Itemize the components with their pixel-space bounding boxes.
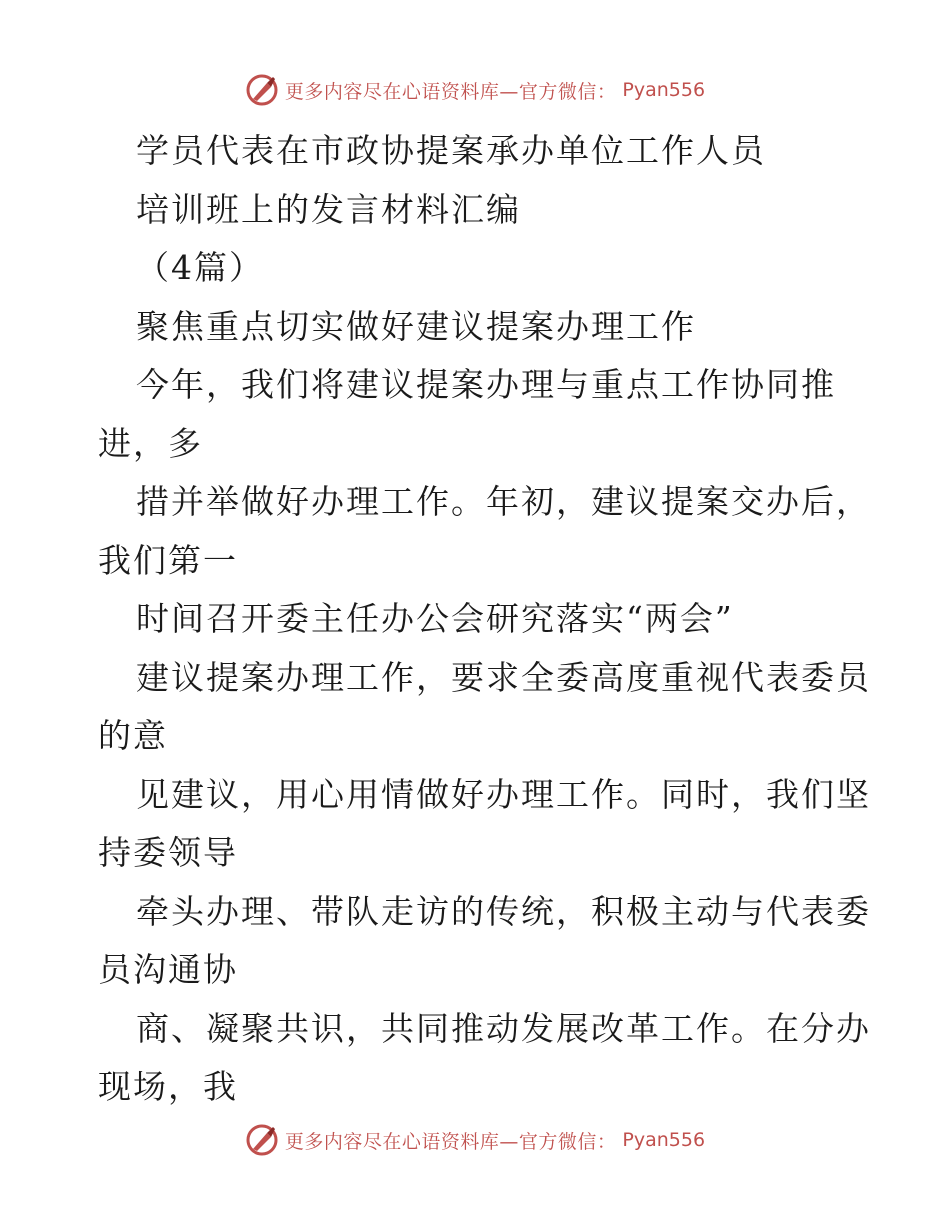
watermark-text: 更多内容尽在心语资料库—官方微信： bbox=[284, 80, 617, 103]
text-line: 培训班上的发言材料汇编 bbox=[136, 189, 521, 229]
document-body bbox=[98, 122, 871, 1117]
text-line: 建议提案办理工作，要求全委高度重视代表委员 bbox=[136, 657, 871, 697]
text-line: 的意 bbox=[98, 716, 168, 755]
text-line: 进，多 bbox=[98, 423, 203, 463]
header-watermark bbox=[0, 70, 950, 110]
text-line: 时间召开委主任办公会研究落实“两会” bbox=[136, 599, 734, 638]
watermark-id: Pyan556 bbox=[622, 79, 706, 101]
text-line: 学员代表在市政协提案承办单位工作人员 bbox=[136, 131, 766, 170]
watermark-text: 更多内容尽在心语资料库—官方微信： bbox=[284, 1130, 617, 1153]
watermark-id: Pyan556 bbox=[622, 1129, 706, 1151]
text-line: 我们第一 bbox=[98, 540, 238, 580]
text-line: 今年，我们将建议提案办理与重点工作协同推 bbox=[136, 365, 836, 404]
text-line: 持委领导 bbox=[98, 833, 238, 872]
text-line: 牵头办理、带队走访的传统，积极主动与代表委 bbox=[136, 891, 871, 931]
text-line: 见建议，用心用情做好办理工作。同时，我们坚 bbox=[136, 774, 871, 814]
text-line: 现场，我 bbox=[98, 1067, 238, 1106]
footer-watermark bbox=[0, 1120, 950, 1160]
text-line: 措并举做好办理工作。年初，建议提案交办后， bbox=[136, 482, 871, 521]
text-line: 商、凝聚共识，共同推动发展改革工作。在分办 bbox=[136, 1008, 871, 1048]
text-line: （4篇） bbox=[136, 248, 264, 287]
pen-logo-icon bbox=[245, 73, 279, 107]
pen-logo-icon bbox=[245, 1123, 279, 1157]
text-line: 员沟通协 bbox=[98, 950, 238, 989]
text-line: 聚焦重点切实做好建议提案办理工作 bbox=[136, 306, 696, 346]
